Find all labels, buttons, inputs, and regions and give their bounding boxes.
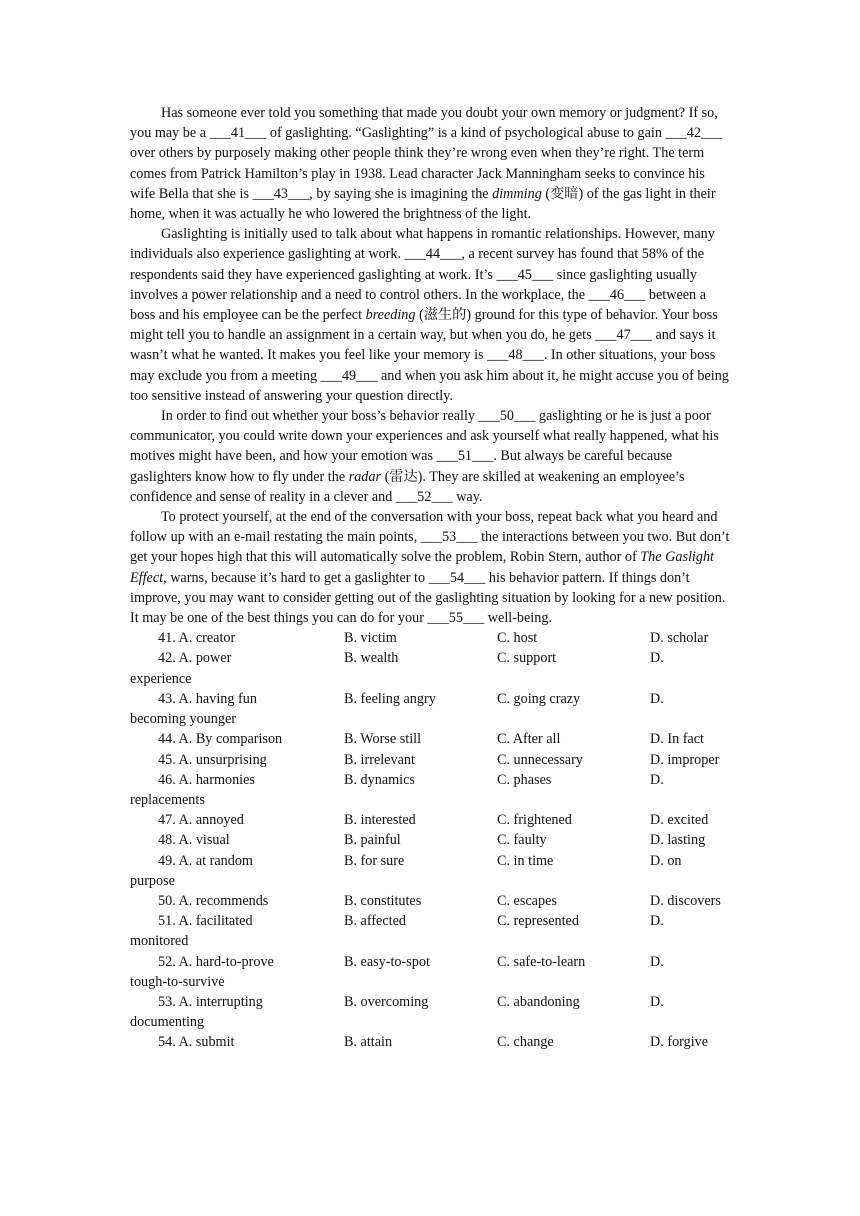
option-b: B. constitutes bbox=[344, 892, 422, 909]
option-b: B. overcoming bbox=[344, 993, 429, 1010]
question-row bbox=[130, 1032, 730, 1052]
option-d-wrapped: documenting bbox=[130, 1014, 205, 1031]
option-d: D. bbox=[650, 771, 664, 788]
paragraph-text: (滋生的) ground for this type of behavior. Your boss might tell you to handle an assignment in a certain way, but when you do, he gets ___47___ and says it wasn’t what he wanted. It makes you feel like your memory is ___48___. In other situations, your boss may exclude you from a meeting ___49___ and when you ask him about it, he might accuse you of being too sensitive instead of answering your question directly. bbox=[130, 307, 729, 404]
option-a: 47. A. annoyed bbox=[158, 812, 244, 829]
paragraph-text: warns, because it’s hard to get a gaslighter to ___54___ his behavior pattern. If things don’t improve, you may want to consider getting out of the gaslighting situation by looking for a new position. It may be one of the best things you can do for your ___55___ well-being. bbox=[130, 569, 726, 627]
option-a: 45. A. unsurprising bbox=[158, 751, 267, 768]
option-a: 46. A. harmonies bbox=[158, 771, 255, 788]
option-c: C. abandoning bbox=[497, 993, 580, 1010]
question-row bbox=[130, 911, 730, 951]
option-d-wrapped: purpose bbox=[130, 872, 175, 889]
option-d: D. bbox=[650, 993, 664, 1010]
option-c: C. going crazy bbox=[497, 690, 581, 707]
option-a: 51. A. facilitated bbox=[158, 913, 253, 930]
option-c: C. After all bbox=[497, 731, 561, 748]
question-row bbox=[130, 628, 730, 648]
question-row bbox=[130, 891, 730, 911]
passage-paragraph bbox=[130, 103, 730, 224]
option-a: 49. A. at random bbox=[158, 852, 253, 869]
question-row bbox=[130, 992, 730, 1032]
question-row bbox=[130, 851, 730, 891]
italic-term: breeding bbox=[365, 307, 416, 324]
option-d-wrapped: becoming younger bbox=[130, 711, 236, 728]
question-row bbox=[130, 952, 730, 992]
question-row bbox=[130, 689, 730, 729]
question-row bbox=[130, 830, 730, 850]
option-d: D. lasting bbox=[650, 832, 706, 849]
option-c: C. support bbox=[497, 650, 557, 667]
option-d: D. bbox=[650, 913, 664, 930]
question-row bbox=[130, 648, 730, 688]
question-row bbox=[130, 750, 730, 770]
option-d: D. bbox=[650, 650, 664, 667]
option-b: B. Worse still bbox=[344, 731, 422, 748]
option-b: B. wealth bbox=[344, 650, 399, 667]
paragraph-text: To protect yourself, at the end of the conversation with your boss, repeat back what you heard and follow up with an e-mail restating the main points, ___53___ the interactions between you two. But don’t get your hopes high that this will automatically solve the problem, Robin Stern, author of bbox=[130, 509, 730, 566]
option-c: C. change bbox=[497, 1034, 554, 1051]
option-c: C. safe-to-learn bbox=[497, 953, 586, 970]
italic-term: dimming bbox=[492, 185, 542, 202]
option-a: 52. A. hard-to-prove bbox=[158, 953, 274, 970]
option-d-wrapped: tough-to-survive bbox=[130, 973, 225, 990]
option-d: D. excited bbox=[650, 812, 709, 829]
option-b: B. dynamics bbox=[344, 771, 415, 788]
option-c: C. escapes bbox=[497, 892, 557, 909]
option-a: 43. A. having fun bbox=[158, 690, 257, 707]
document-page bbox=[130, 103, 730, 1053]
option-c: C. faulty bbox=[497, 832, 547, 849]
paragraph-text: (雷达). They are skilled at weakening an employee’s confidence and sense of reality in a clever and ___52___ way. bbox=[130, 468, 685, 505]
passage-paragraph bbox=[130, 406, 730, 507]
option-c: C. unnecessary bbox=[497, 751, 583, 768]
option-b: B. for sure bbox=[344, 852, 405, 869]
option-b: B. easy-to-spot bbox=[344, 953, 430, 970]
italic-term: radar bbox=[348, 468, 382, 485]
option-d-wrapped: experience bbox=[130, 670, 192, 687]
option-b: B. painful bbox=[344, 832, 401, 849]
italic-term: The Gaslight Effect, bbox=[130, 549, 714, 586]
passage bbox=[130, 103, 730, 628]
option-a: 50. A. recommends bbox=[158, 892, 269, 909]
option-d: D. discovers bbox=[650, 892, 721, 909]
option-c: C. represented bbox=[497, 913, 579, 930]
passage-paragraph bbox=[130, 224, 730, 406]
option-b: B. feeling angry bbox=[344, 690, 436, 707]
option-a: 44. A. By comparison bbox=[158, 731, 283, 748]
paragraph-text: (变暗) of the gas light in their home, when it was actually he who lowered the brightness of the light. bbox=[130, 185, 716, 223]
option-c: C. phases bbox=[497, 771, 552, 788]
option-d: D. In fact bbox=[650, 731, 704, 748]
option-d-wrapped: monitored bbox=[130, 933, 189, 950]
option-a: 54. A. submit bbox=[158, 1034, 235, 1051]
passage-paragraph bbox=[130, 507, 730, 628]
option-c: C. frightened bbox=[497, 812, 572, 829]
option-c: C. host bbox=[497, 630, 538, 647]
question-row bbox=[130, 729, 730, 749]
option-b: B. irrelevant bbox=[344, 751, 415, 768]
option-d-wrapped: replacements bbox=[130, 791, 205, 808]
option-b: B. victim bbox=[344, 630, 397, 647]
option-d: D. forgive bbox=[650, 1034, 709, 1051]
option-d: D. improper bbox=[650, 751, 720, 768]
option-d: D. bbox=[650, 953, 664, 970]
option-a: 53. A. interrupting bbox=[158, 993, 263, 1010]
option-d: D. scholar bbox=[650, 630, 709, 647]
option-b: B. affected bbox=[344, 913, 406, 930]
paragraph-text: Has someone ever told you something that made you doubt your own memory or judgment? If so, you may be a ___41___ of gaslighting. “Gaslighting” is a kind of psychological abuse to gain ___42___ over others by purposely making other people think they’re wrong even when they’re right. The term comes from Patrick Hamilton’s play in 1938. Lead character Jack Manningham seeks to convince his wife Bella that she is ___43___, by saying she is imagining the bbox=[130, 105, 723, 202]
option-a: 42. A. power bbox=[158, 650, 232, 667]
option-d: D. on bbox=[650, 852, 682, 869]
question-row bbox=[130, 810, 730, 830]
option-b: B. attain bbox=[344, 1034, 393, 1051]
option-d: D. bbox=[650, 690, 664, 707]
option-a: 41. A. creator bbox=[158, 630, 236, 647]
question-row bbox=[130, 770, 730, 810]
paragraph-text: In order to find out whether your boss’s behavior really ___50___ gaslighting or he is just a poor communicator, you could write down your experiences and ask yourself what really happened, what his motives might have been, and how your emotion was ___51___. But always be careful because gaslighters know how to fly under the bbox=[130, 408, 719, 485]
option-b: B. interested bbox=[344, 812, 416, 829]
option-c: C. in time bbox=[497, 852, 554, 869]
paragraph-text: Gaslighting is initially used to talk about what happens in romantic relationships. However, many individuals also experience gaslighting at work. ___44___, a recent survey has found that 58% of the respondents said they have experienced gaslighting at work. It’s ___45___ since gaslighting usually involves a power relationship and a need to control others. In the workplace, the ___46___ between a boss and his employee can be the perfect bbox=[130, 226, 715, 324]
option-a: 48. A. visual bbox=[158, 832, 230, 849]
options-list bbox=[130, 628, 730, 1052]
